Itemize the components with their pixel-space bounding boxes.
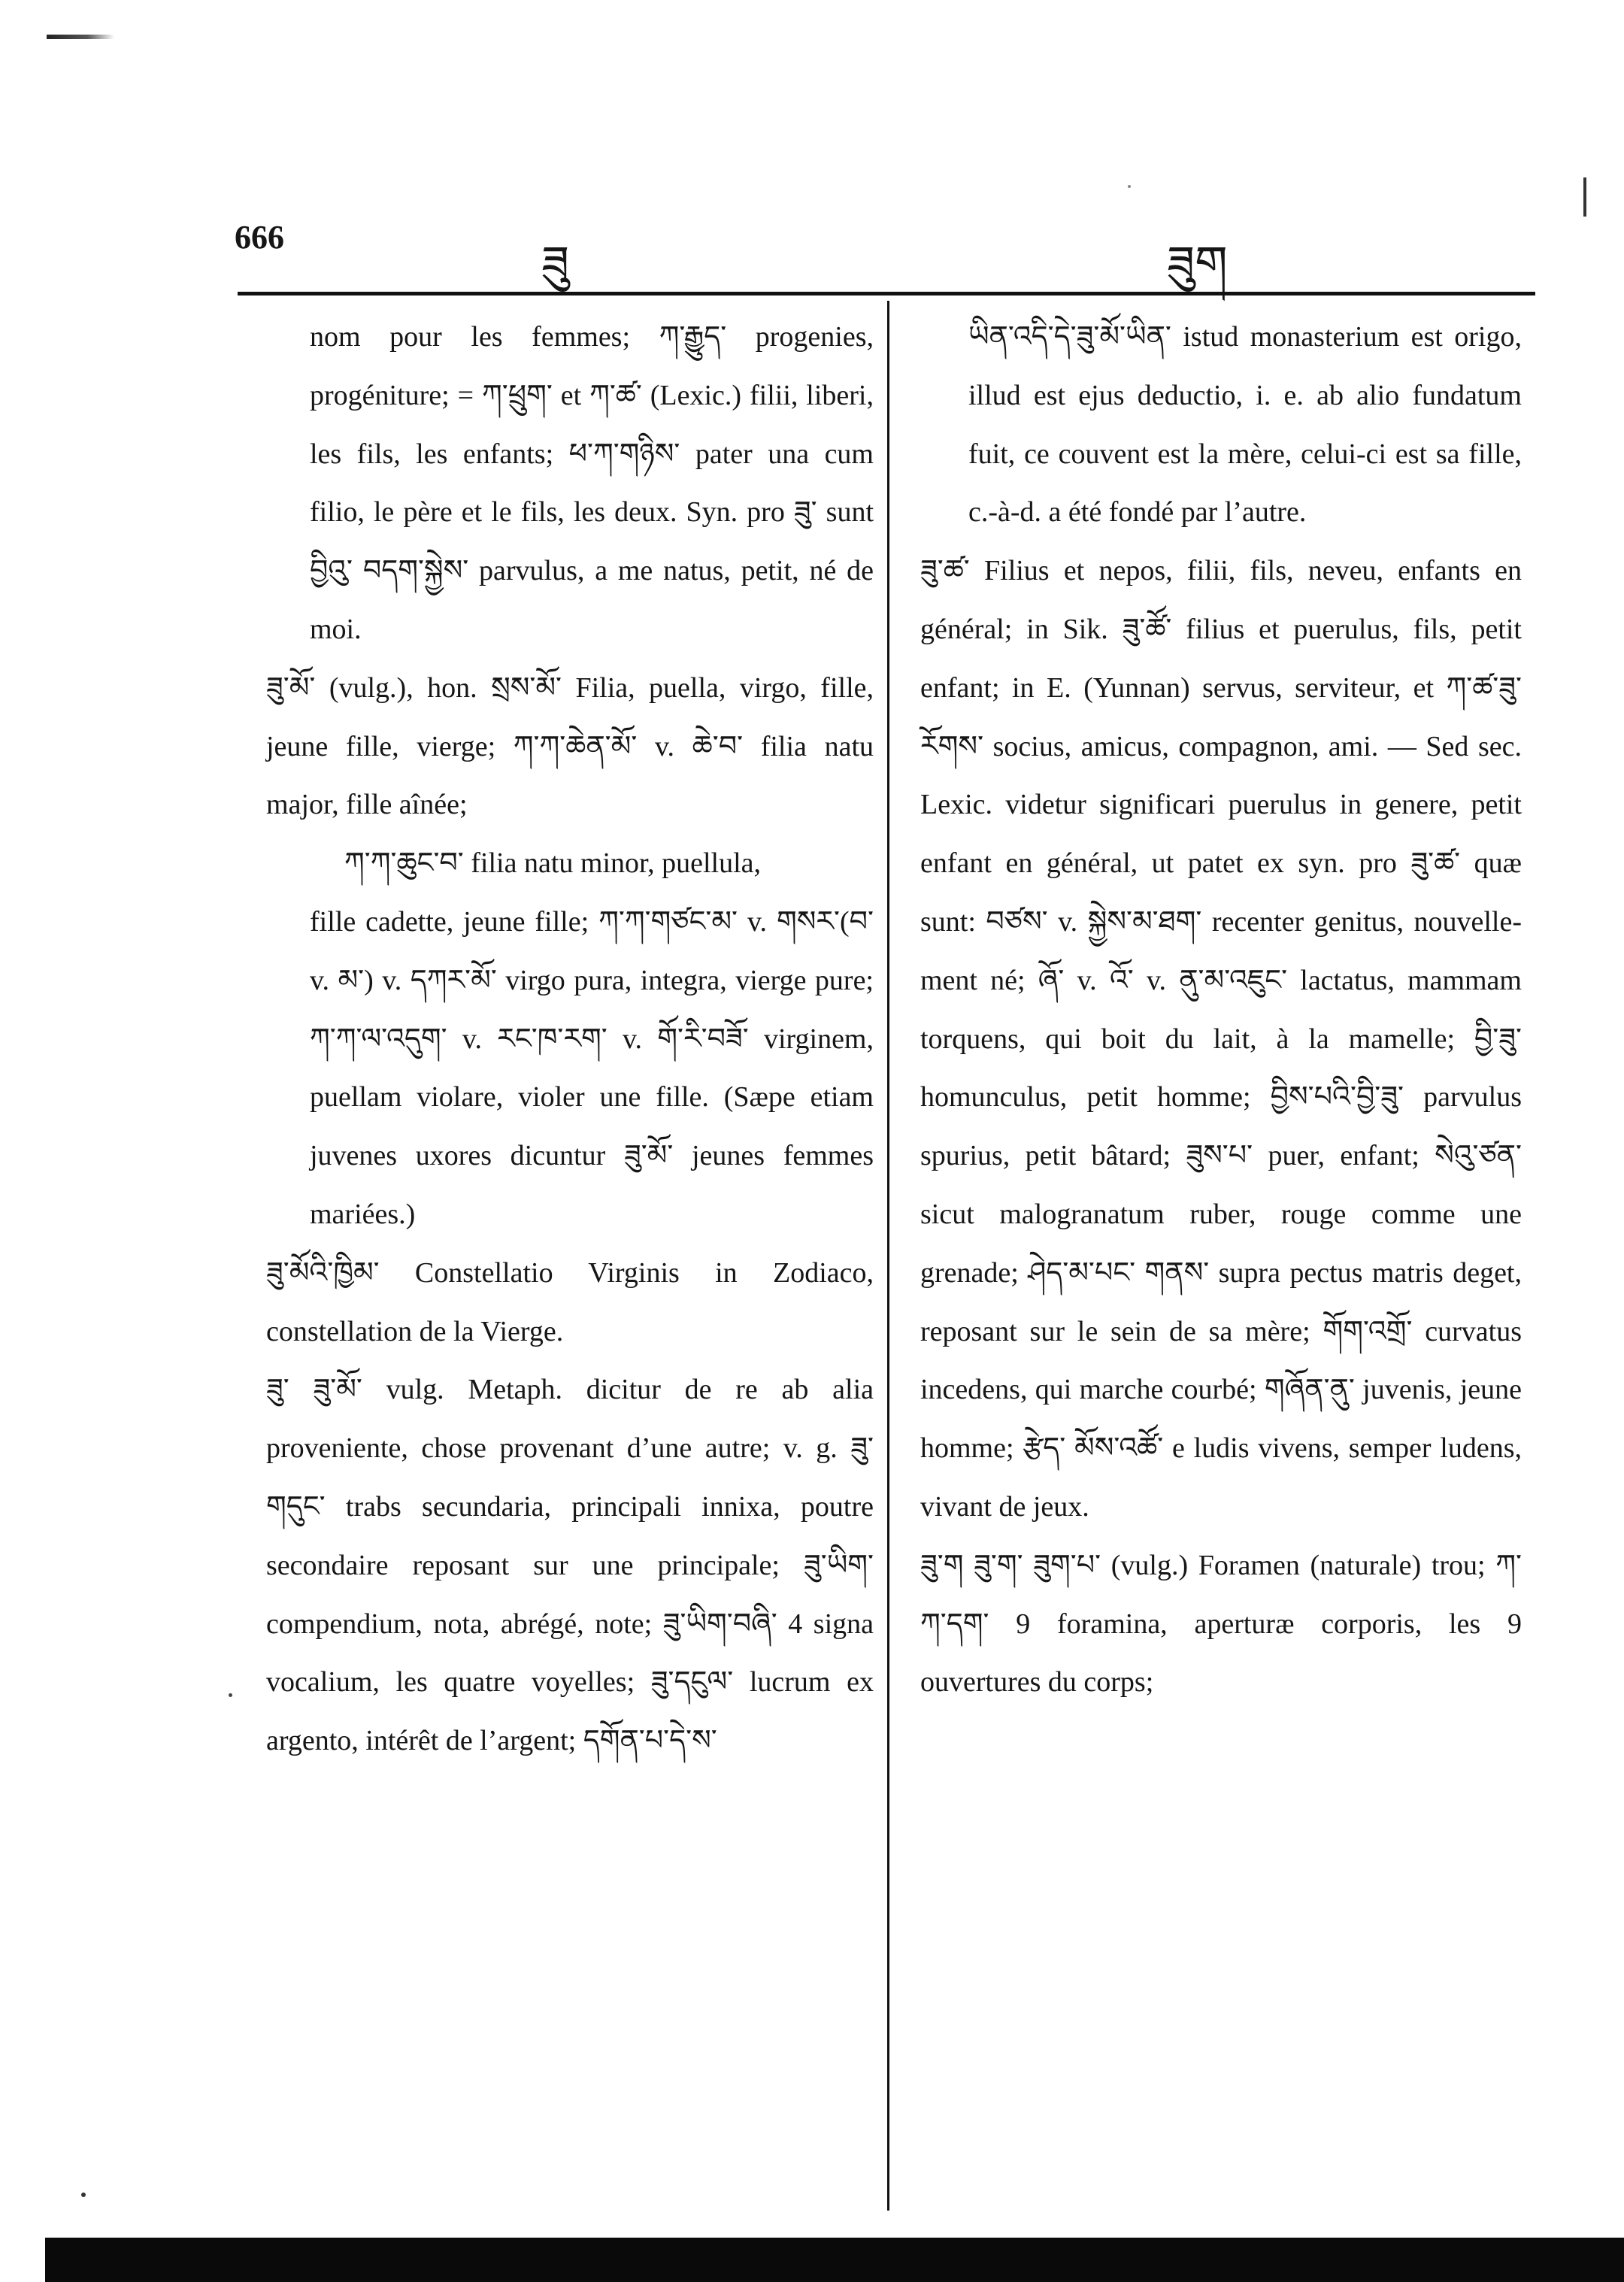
scan-speck	[81, 2193, 86, 2197]
dictionary-entry	[266, 659, 874, 835]
page-number: 666	[235, 219, 284, 256]
margin-mark	[1583, 177, 1586, 217]
dictionary-entry	[344, 835, 874, 893]
entry-text: ཡིན་འདི་དེ་ཟུ་མོ་ཡིན་ istud monasterium est origo, illud est ejus deductio, i. e. ab alio fundatum fuit, ce couvent est la mère, celui-ci est sa fille, c.-à-d. a été fondé par l’autre.	[968, 321, 1522, 529]
dictionary-entry	[266, 1361, 874, 1771]
dictionary-entry	[920, 1537, 1522, 1712]
dictionary-entry	[310, 308, 874, 659]
entry-text: ཟུ་ཚ་ Filius et nepos, filii, fils, neveu, enfants en général; in Sik. ཟུ་ཚོ་ filius et puerulus, fils, petit enfant; in E. (Yunnan) servus, serviteur, et ཀ་ཚ་ཟུ་རོགས་ socius, amicus, compagnon, ami. — Sed sec. Lexic. videtur significari puerulus in genere, petit enfant en général, ut patet ex syn. pro ཟུ་ཚ་ quæ sunt: བཙས་ v. སྐྱེས་མ་ཐག་ recenter genitus, nouvellement né; ཞོ་ v. འོ་ v. ནུ་མ་འཇུང་ lactatus, mammam torquens, qui boit du lait, à la mamelle; བྱི་ཟུ་ homunculus, petit homme; བྱིས་པའི་བྱི་ཟུ་ parvulus spurius, petit bâtard; ཟུས་པ་ puer, enfant; སེའུ་ཙན་ sicut malogranatum ruber, rouge comme une grenade; ཤེད་མ་པང་ གནས་ supra pectus matris deget, reposant sur le sein de sa mère; གོག་འགྲོ་ curvatus incedens, qui marche courbé; གཞོན་ནུ་ juvenis, jeune homme; རྩེད་ མོས་འཚོ་ e ludis vivens, semper ludens, vivant de jeux.	[920, 555, 1522, 1523]
dictionary-entry	[310, 893, 874, 1244]
entry-text: fille cadette, jeune fille; ཀ་ཀ་གཙང་མ་ v. གསར་(བ་ v. མ་) v. དཀར་མོ་ virgo pura, integra, vierge pure; ཀ་ཀ་ལ་འདུག་ v. རང་ཁ་རག་ v. གོ་རི་བཟོ་ virginem, puellam violare, violer une fille. (Sæpe etiam juvenes uxores dicuntur ཟུ་མོ་ jeunes femmes mariées.)	[310, 905, 874, 1230]
entry-text: ཟུ་ ཟུ་མོ་ vulg. Metaph. dicitur de re ab alia proveniente, chose provenant d’une autre; v. g. ཟུ་གདུང་ trabs secundaria, principali innixa, poutre secondaire reposant sur une principale; ཟུ་ཡིག་ compendium, nota, abrégé, note; ཟུ་ཡིག་བཞི་ 4 signa vocalium, les quatre voyelles; ཟུ་དངུལ་ lucrum ex argento, intérêt de l’argent; དགོན་པ་དེ་ས་	[266, 1374, 874, 1757]
entry-text: nom pour les femmes; ཀ་རྒྱུད་ progenies, progéniture; = ཀ་ཕྲུག་ et ཀ་ཚ་ (Lexic.) filii, liberi, les fils, les enfants; ཕ་ཀ་གཉིས་ pater una cum filio, le père et le fils, les deux. Syn. pro ཟུ་ sunt བྱིའུ་ བདག་སྐྱེས་ parvulus, a me natus, petit, né de moi.	[310, 321, 874, 645]
dictionary-entry	[968, 308, 1522, 542]
running-head-left: ཟུ	[541, 235, 570, 290]
dictionary-entry	[266, 1244, 874, 1362]
header-rule	[238, 292, 1535, 295]
entry-text: ཟུ་ག ཟུ་ག་ ཟུག་པ་ (vulg.) Foramen (naturale) trou; ཀ་ཀ་དག་ 9 foramina, aperturæ corporis, les 9 ouvertures du corps;	[920, 1549, 1522, 1699]
column-divider	[887, 301, 889, 2211]
scan-speck	[1128, 185, 1131, 188]
scan-edge-band	[45, 2238, 1624, 2282]
scan-speck	[229, 1693, 232, 1697]
entry-text: ཟུ་མོའི་ཁྱིམ་ Constellatio Virginis in Zodiaco, constellation de la Vierge.	[266, 1256, 874, 1347]
entry-text: ཟུ་མོ་ (vulg.), hon. སྲས་མོ་ Filia, puella, virgo, fille, jeune fille, vierge; ཀ་ཀ་ཆེན་མོ་ v. ཆེ་བ་ filia natu major, fille aînée;	[266, 671, 874, 821]
entry-text: ཀ་ཀ་ཆུང་བ་ filia natu minor, puellula,	[344, 847, 762, 880]
dictionary-entry	[920, 542, 1522, 1537]
left-column	[266, 308, 874, 1771]
running-head-right: ཟུག	[1167, 235, 1228, 290]
scan-smudge	[47, 35, 114, 39]
right-column	[920, 308, 1522, 1712]
